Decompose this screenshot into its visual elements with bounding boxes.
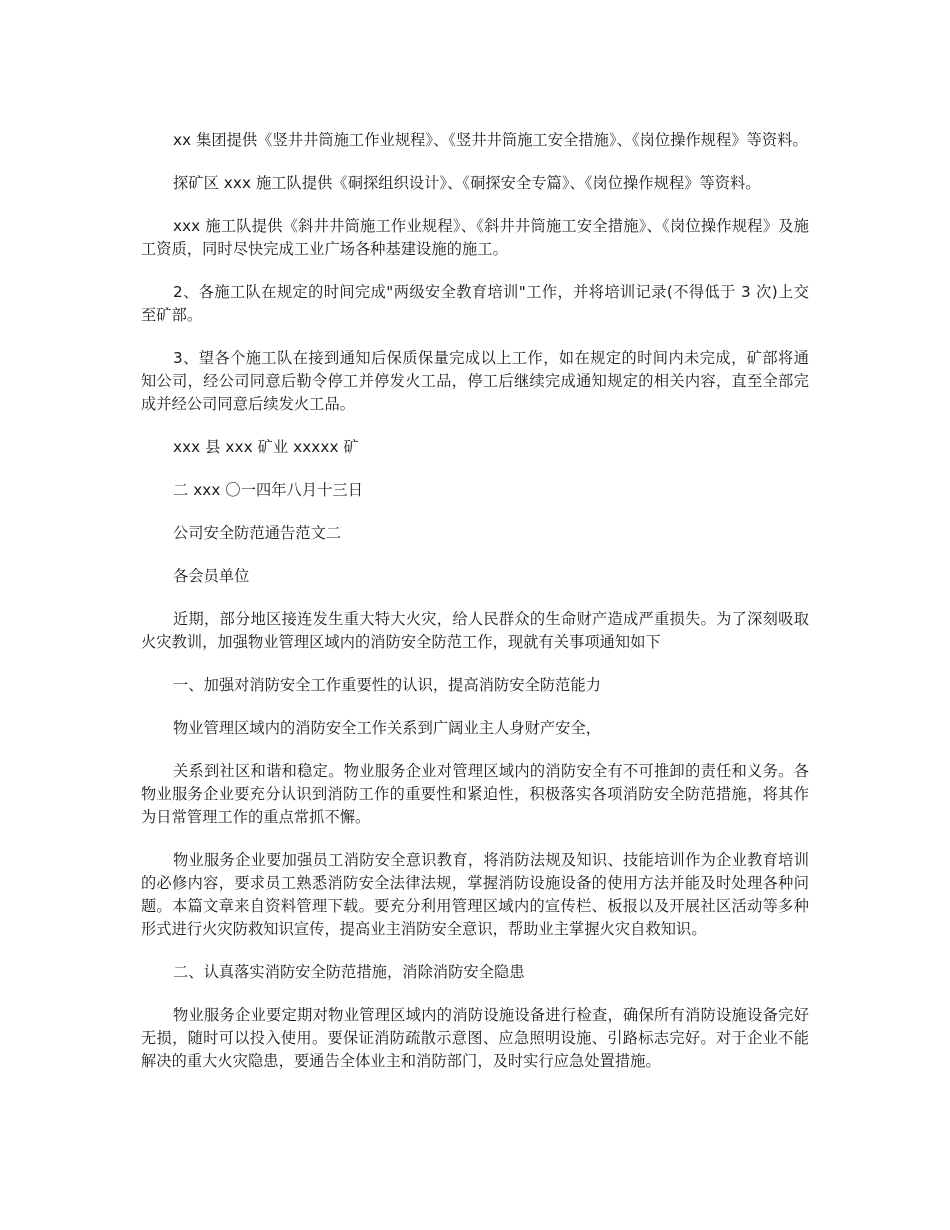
paragraph: 3、望各个施工队在接到通知后保质保量完成以上工作，如在规定的时间内未完成，矿部将通知公司，经公司同意后勒令停工并停发火工品，停工后继续完成通知规定的相关内容，直至全部完成并经公司同意后续发火工品。 [141, 349, 809, 413]
signature-org: xxx 县 xxx 矿业 xxxxx 矿 [173, 438, 359, 456]
salutation: 各会员单位 [173, 567, 250, 585]
paragraph: 近期，部分地区接连发生重大特大火灾，给人民群众的生命财产造成严重损失。为了深刻吸取火灾教训，加强物业管理区域内的消防安全防范工作，现就有关事项通知如下 [141, 610, 809, 651]
paragraph: 2、各施工队在规定的时间完成"两级安全教育培训"工作，并将培训记录(不得低于 3 次)上交至矿部。 [141, 283, 809, 324]
paragraph: xx 集团提供《竖井井筒施工作业规程》、《竖井井筒施工安全措施》、《岗位操作规程》等资料。 [173, 131, 808, 149]
paragraph: 探矿区 xxx 施工队提供《硐探组织设计》、《硐探安全专篇》、《岗位操作规程》等资料。 [173, 174, 761, 192]
paragraph: 物业管理区域内的消防安全工作关系到广阔业主人身财产安全， [173, 719, 602, 737]
heading-1: 一、加强对消防安全工作重要性的认识，提高消防安全防范能力 [173, 676, 602, 694]
document-body [141, 129, 809, 1093]
paragraph: 关系到社区和谐和稳定。物业服务企业对管理区域内的消防安全有不可推卸的责任和义务。各物业服务企业要充分认识到消防工作的重要性和紧迫性，积极落实各项消防安全防范措施，将其作为日常管理工作的重点常抓不懈。 [141, 762, 809, 826]
paragraph: 物业服务企业要加强员工消防安全意识教育，将消防法规及知识、技能培训作为企业教育培训的必修内容，要求员工熟悉消防安全法律法规，掌握消防设施设备的使用方法并能及时处理各种问题。本篇文章来自资料管理下载。要充分利用管理区域内的宣传栏、板报以及开展社区活动等多种形式进行火灾防救知识宣传，提高业主消防安全意识，帮助业主掌握火灾自救知识。 [141, 851, 809, 938]
section-title: 公司安全防范通告范文二 [173, 524, 342, 542]
signature-date: 二 xxx 〇一四年八月十三日 [173, 481, 363, 499]
paragraph: xxx 施工队提供《斜井井筒施工作业规程》、《斜井井筒施工安全措施》、《岗位操作规程》及施工资质，同时尽快完成工业广场各种基建设施的施工。 [141, 217, 809, 258]
heading-2: 二、认真落实消防安全防范措施，消除消防安全隐患 [173, 963, 525, 981]
paragraph: 物业服务企业要定期对物业管理区域内的消防设施设备进行检查，确保所有消防设施设备完好无损，随时可以投入使用。要保证消防疏散示意图、应急照明设施、引路标志完好。对于企业不能解决的重大火灾隐患，要通告全体业主和消防部门，及时实行应急处置措施。 [141, 1006, 809, 1070]
